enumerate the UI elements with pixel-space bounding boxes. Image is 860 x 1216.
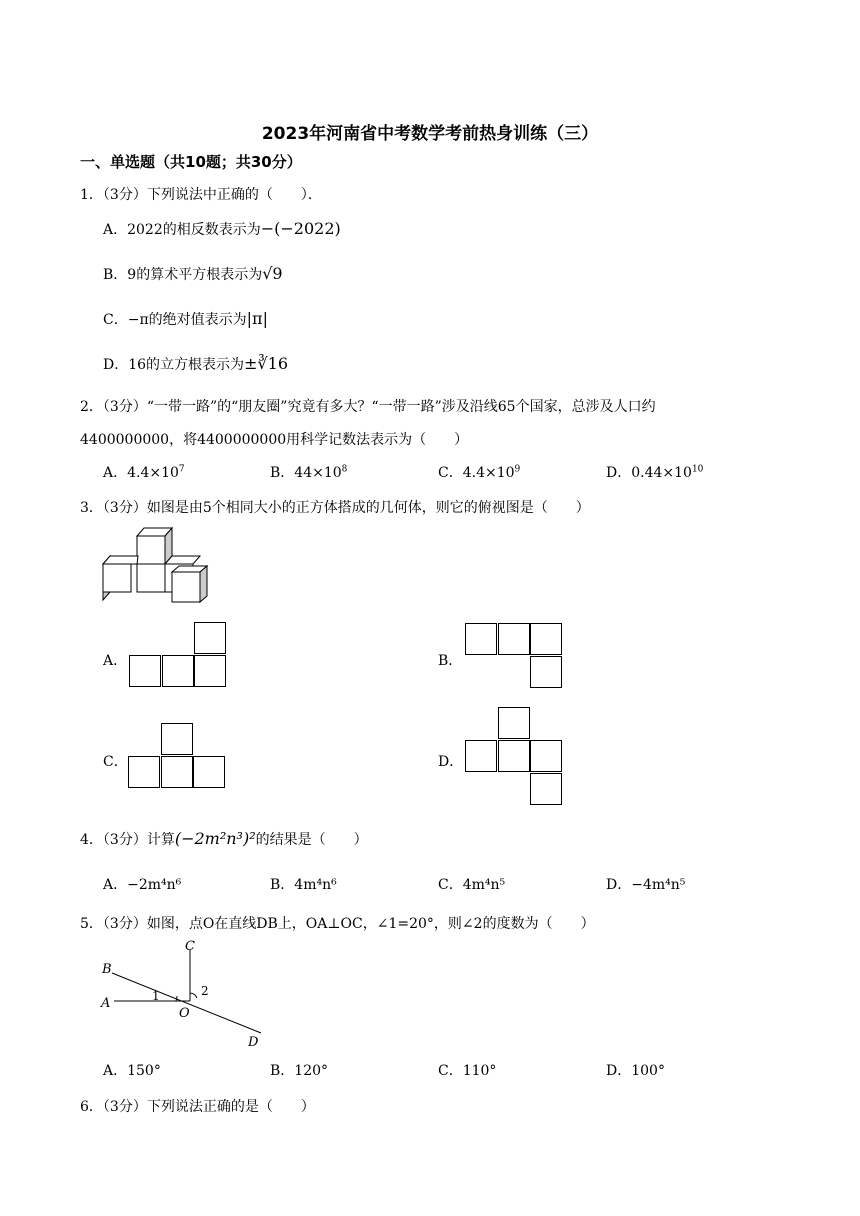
option-c-expr: |π| — [246, 309, 268, 328]
question-4-option-c: C．4m⁴n⁵ — [438, 877, 506, 893]
q2-c-text: C．4.4×10 — [438, 465, 515, 481]
q2-c-exp: 9 — [514, 464, 521, 475]
question-4-stem — [80, 829, 368, 849]
question-2-option-a — [103, 462, 185, 482]
q2-b-exp: 8 — [341, 464, 348, 475]
question-2-stem-line1: 2．（3分）“一带一路”的“朋友圈”究竟有多大？“一带一路”涉及沿线65个国家，总涉及人口约 — [80, 399, 656, 415]
page-title: 2023年河南省中考数学考前热身训练（三） — [261, 124, 599, 144]
question-1-stem: 1．（3分）下列说法中正确的（ ）． — [80, 187, 322, 203]
q3-option-c-label: C． — [103, 754, 128, 770]
q4-stem-expr: (−2m²n³)² — [174, 829, 256, 848]
question-1-option-b — [103, 264, 283, 284]
question-4-option-a: A．−2m⁴n⁶ — [103, 877, 182, 893]
point-b-label: B — [102, 962, 112, 977]
question-1-option-c — [103, 309, 268, 329]
point-c-label: C — [185, 939, 195, 954]
question-6-stem: 6．（3分）下列说法正确的是（ ） — [80, 1099, 315, 1115]
option-d-expr: ±∛16 — [244, 354, 289, 373]
point-a-label: A — [101, 996, 111, 1011]
point-o-label: O — [179, 1006, 190, 1021]
option-c-text: C．−π的绝对值表示为 — [103, 312, 247, 328]
question-3-stem: 3．（3分）如图是由5个相同大小的正方体搭成的几何体，则它的俯视图是（ ） — [80, 500, 590, 516]
question-5-option-b: B．120° — [270, 1063, 329, 1079]
angle-1-label: 1 — [152, 989, 160, 1003]
q3-option-b-label: B． — [438, 653, 463, 669]
question-4-option-b: B．4m⁴n⁶ — [270, 877, 337, 893]
q3-option-a-label: A． — [103, 653, 128, 669]
question-5-option-c: C．110° — [438, 1063, 497, 1079]
question-2-stem-line2: 4400000000，将4400000000用科学记数法表示为（ ） — [80, 432, 469, 448]
question-2-option-c — [438, 462, 520, 482]
q2-d-exp: 10 — [691, 464, 704, 475]
question-2-option-b — [270, 462, 347, 482]
option-a-expr: −(−2022) — [260, 219, 341, 238]
angle-figure — [98, 938, 268, 1050]
option-d-text: D．16的立方根表示为 — [103, 357, 245, 373]
q4-stem-pre: 4．（3分）计算 — [80, 832, 175, 848]
section-heading: 一、单选题（共10题；共30分） — [80, 153, 302, 171]
question-4-option-d: D．−4m⁴n⁵ — [606, 877, 686, 893]
q2-a-exp: 7 — [178, 464, 185, 475]
question-1-option-d — [103, 354, 288, 374]
q4-stem-post: 的结果是（ ） — [255, 832, 368, 848]
angle-2-label: 2 — [201, 984, 209, 998]
q2-d-text: D．0.44×10 — [606, 465, 692, 481]
question-5-option-d: D．100° — [606, 1063, 665, 1079]
q2-a-text: A．4.4×10 — [103, 465, 179, 481]
question-5-stem: 5．（3分）如图，点O在直线DB上，OA⊥OC，∠1=20°，则∠2的度数为（ ） — [80, 916, 595, 932]
q2-b-text: B．44×10 — [270, 465, 342, 481]
option-b-text: B．9的算术平方根表示为 — [103, 267, 263, 283]
question-1-option-a — [103, 219, 341, 239]
option-a-text: A．2022的相反数表示为 — [103, 222, 261, 238]
point-d-label: D — [248, 1035, 259, 1050]
q3-option-d-label: D． — [438, 754, 464, 770]
option-b-expr: √9 — [262, 264, 283, 283]
cubes-3d-figure — [100, 524, 210, 606]
question-2-option-d — [606, 462, 703, 482]
question-5-option-a: A．150° — [103, 1063, 161, 1079]
